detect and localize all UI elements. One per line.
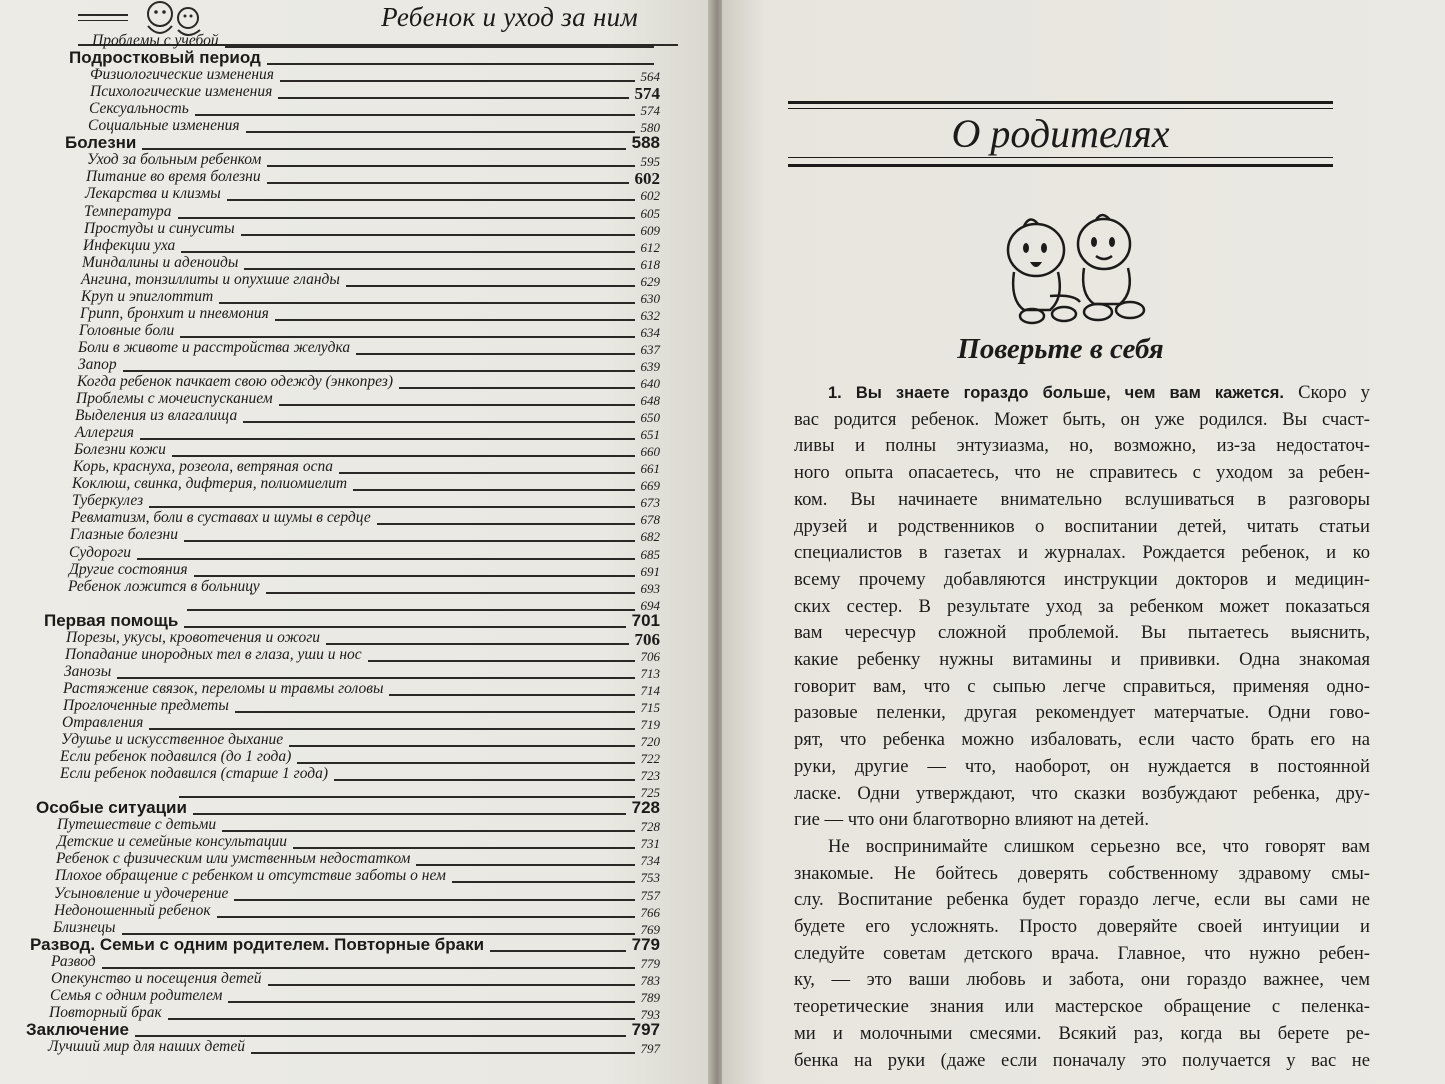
toc-entry-title: Усыновление и удочерение: [54, 885, 229, 902]
toc-entry-title: Туберкулез: [72, 492, 144, 509]
toc-entry-title: Отравления: [62, 714, 144, 731]
toc-entry-page: 648: [640, 393, 660, 408]
toc-entry-page: 789: [640, 990, 660, 1005]
toc-entry-page: 720: [640, 734, 660, 749]
toc-entry-page: 731: [640, 836, 660, 851]
toc-entry-page: 725: [640, 785, 660, 800]
toc-entry-title: Когда ребенок пачкает свою одежду (энкопрез): [77, 373, 393, 390]
paragraph-line: будете его усложнять. Просто доверяйте своей интуиции и: [794, 916, 1370, 938]
toc-entry-page: 713: [640, 666, 660, 681]
paragraph-line: ских сестер. В результате уход за ребенком может показаться: [794, 595, 1370, 617]
toc-entry-page: 660: [640, 444, 660, 459]
toc-entry-title: Ангина, тонзиллиты и опухшие гланды: [81, 271, 340, 288]
toc-entry-page: 719: [640, 717, 660, 732]
header-rule: [78, 14, 128, 16]
section-title: Поверьте в себя: [957, 333, 1164, 365]
toc-entry-title: Запор: [78, 356, 117, 373]
paragraph-lead: 1. Вы знаете гораздо больше, чем вам кажется.: [828, 384, 1285, 402]
toc-entry-title: Аллергия: [75, 424, 135, 441]
chapter-rule: [788, 101, 1333, 104]
toc-entry-title: Проблемы с мочеиспусканием: [76, 390, 273, 407]
toc-entry-page: 612: [640, 240, 660, 255]
toc-entry-title: Подростковый период: [69, 48, 261, 67]
toc-entry-title: Растяжение связок, переломы и травмы головы: [63, 680, 384, 697]
toc-entry-page: 734: [640, 853, 660, 868]
toc-entry-title: Сексуальность: [89, 100, 189, 117]
paragraph-line: разовые пеленки, другая рекомендует матерчатые. Одни гово-: [794, 702, 1370, 724]
toc-entry-title: Близнецы: [53, 919, 116, 936]
toc-entry-page: 574: [634, 84, 660, 103]
paragraph-line: вас родится ребенок. Может быть, он уже родился. Вы счаст-: [794, 408, 1370, 430]
toc-entry-page: 722: [640, 751, 660, 766]
toc-entry-title: Недоношенный ребенок: [54, 902, 211, 919]
toc-entry-title: Инфекции уха: [83, 237, 176, 254]
toc-entry: [85, 184, 660, 203]
chapter-title: О родителях: [951, 111, 1170, 156]
toc-entry-title: Боли в животе и расстройства желудка: [78, 339, 351, 356]
paragraph-line: говорит вам, что с сыпью легче справиться, применяя одно-: [794, 675, 1370, 697]
toc-entry-title: Повторный брак: [49, 1004, 162, 1021]
paragraph-line: гие — что они благотворно влияют на детей.: [794, 809, 1150, 831]
toc-entry-page: 580: [640, 120, 660, 135]
toc-entry: [48, 1037, 660, 1056]
toc-entry-page: 723: [640, 768, 660, 783]
toc-entry-page: 588: [631, 133, 660, 152]
toc-leader-line: [227, 199, 635, 201]
toc-entry-title: Глазные болезни: [70, 526, 178, 543]
toc-entry-title: Корь, краснуха, розеола, ветряная оспа: [73, 458, 334, 475]
toc-entry-title: Судороги: [69, 544, 132, 561]
toc-entry-page: 797: [631, 1020, 660, 1039]
paragraph-line: Скоро у: [1284, 382, 1370, 403]
toc-entry-page: 618: [640, 257, 660, 272]
toc-entry-page: 714: [640, 683, 660, 698]
toc-entry-title: Первая помощь: [44, 611, 179, 630]
paragraph-line: ми и молочными смесями. Всякий раз, когда вы берете ре-: [794, 1022, 1370, 1044]
paragraph-line: бенка на руки (даже если поначалу это получается у вас не: [794, 1049, 1370, 1071]
chapter-rule-thin-bottom: [788, 157, 1333, 158]
toc-leader-line: [251, 1052, 635, 1054]
header-rule-thin: [78, 20, 128, 21]
toc-entry-title: Занозы: [64, 663, 112, 680]
toc-entry-title: Питание во время болезни: [86, 168, 261, 185]
toc-entry-title: Развод. Семьи с одним родителем. Повторные браки: [30, 935, 485, 954]
toc-entry-page: 694: [640, 598, 660, 613]
toc-entry-title: Особые ситуации: [36, 798, 187, 817]
toc-entry-title: Болезни: [65, 133, 137, 152]
toc-entry-title: Физиологические изменения: [90, 66, 274, 83]
toc-entry-page: 682: [640, 529, 660, 544]
paragraph-line: всему прочему добавляются инструкции докторов и медицин-: [794, 568, 1370, 590]
chapter-rule-bottom: [788, 164, 1333, 167]
toc-entry-page: 651: [640, 427, 660, 442]
left-page: [0, 0, 712, 1084]
toc-entry-title: Детские и семейные консультации: [57, 833, 287, 850]
toc-entry-page: 629: [640, 274, 660, 289]
toc-entry-title: Путешествие с детьми: [57, 816, 217, 833]
toc-entry-page: 706: [634, 630, 660, 649]
toc-entry-page: 609: [640, 223, 660, 238]
toc-entry-page: 640: [640, 376, 660, 391]
toc-entry-page: 706: [640, 649, 660, 664]
toc-entry-page: 769: [640, 922, 660, 937]
paragraph-line: друзей и родственников о воспитании детей, читать статьи: [794, 515, 1370, 537]
toc-entry-page: 685: [640, 547, 660, 562]
paragraph-line: ком. Вы начинаете внимательно вслушиваться в разговоры: [794, 488, 1370, 510]
toc-entry-title: Миндалины и аденоиды: [82, 254, 239, 271]
toc-entry-title: Плохое обращение с ребенком и отсутствие заботы о нем: [55, 867, 446, 884]
toc-entry-title: Попадание инородных тел в глаза, уши и нос: [65, 646, 362, 663]
toc-entry-title: Лучший мир для наших детей: [48, 1038, 245, 1055]
toc-leader-line: [184, 540, 635, 542]
toc-entry-page: 779: [631, 935, 660, 954]
toc-entry-title: Ребенок ложится в больницу: [68, 578, 260, 595]
toc-entry-page: 602: [640, 188, 660, 203]
toc-entry-page: 650: [640, 410, 660, 425]
toc-entry-page: 757: [640, 888, 660, 903]
paragraph-line: ливы и полны энтузиазма, но, возможно, из-за недостаточ-: [794, 435, 1370, 457]
toc-entry-title: Психологические изменения: [90, 83, 273, 100]
toc-leader-line: [452, 881, 635, 883]
toc-entry-title: Болезни кожи: [74, 441, 166, 458]
paragraph-line: ласке. Одни утверждают, что сказки возбуждают ребенка, дру-: [794, 782, 1370, 804]
toc-entry-page: 783: [640, 973, 660, 988]
paragraph-line: руки, другие — что, наоборот, он нуждается в постоянной: [794, 755, 1370, 777]
toc-entry-page: 753: [640, 870, 660, 885]
paragraph-line: ку, — это ваши любовь и забота, они гораздо важнее, чем: [794, 969, 1370, 991]
toc-entry-page: 630: [640, 291, 660, 306]
toc-entry: [55, 866, 660, 885]
toc-entry-title: Температура: [84, 203, 172, 220]
body-text: [794, 380, 1370, 1074]
toc-entry-page: 779: [640, 956, 660, 971]
toc-entry-title: Коклюш, свинка, дифтерия, полиомиелит: [72, 475, 348, 492]
toc-entry-title: Проглоченные предметы: [63, 697, 229, 714]
toc-entry-page: 715: [640, 700, 660, 715]
paragraph-line: Не воспринимайте слишком серьезно все, что говорят вам: [828, 835, 1370, 857]
toc-entry-page: 797: [640, 1041, 660, 1056]
paragraph-line: вам чересчур сложной проблемой. Вы пытаетесь выяснить,: [794, 622, 1370, 644]
toc-entry-page: 701: [631, 611, 660, 630]
toc-entry-page: 574: [640, 103, 660, 118]
toc-entry-title: Удушье и искусственное дыхание: [61, 731, 284, 748]
toc-entry-title: Выделения из влагалища: [75, 407, 238, 424]
toc-entry-page: 693: [640, 581, 660, 596]
toc-entry: [70, 525, 660, 544]
paragraph-line: специалистов в газетах и журналах. Рождается ребенок, и ко: [794, 542, 1370, 564]
right-page: [722, 0, 1445, 1084]
toc-entry-page: 639: [640, 359, 660, 374]
toc-entry-page: 595: [640, 154, 660, 169]
paragraph-line: слу. Воспитание ребенка будет гораздо легче, если вы сами не: [794, 889, 1370, 911]
toc-entry-title: Ребенок с физическим или умственным недостатком: [56, 850, 411, 867]
toc-entry-title: Другие состояния: [69, 561, 188, 578]
toc-entry-title: Круп и эпиглоттит: [81, 288, 214, 305]
toc-entry-page: 632: [640, 308, 660, 323]
paragraph-line: теоретические знания или мастерское обращение с пеленка-: [794, 996, 1370, 1018]
babies-illustration-icon: [984, 210, 1156, 328]
toc-entry-title: Заключение: [26, 1020, 129, 1039]
toc-entry-title: Семья с одним родителем: [50, 987, 223, 1004]
toc-entry-page: 678: [640, 512, 660, 527]
toc-entry-page: 564: [640, 69, 660, 84]
toc-entry-page: 766: [640, 905, 660, 920]
paragraph-line: рят, что ребенка можно избаловать, если часто брать его на: [794, 729, 1370, 751]
toc-entry-page: 793: [640, 1007, 660, 1022]
toc-entry-title: Проблемы с учебой: [92, 32, 219, 49]
toc-entry-page: 602: [634, 169, 660, 188]
toc-entry-title: Опекунство и посещения детей: [51, 970, 262, 987]
toc-entry-title: Простуды и синуситы: [84, 220, 235, 237]
paragraph-line: следуйте советам детского врача. Главное, что нужно ребен-: [794, 942, 1370, 964]
toc-entry-page: 605: [640, 206, 660, 221]
paragraph-line: знакомые. Не бойтесь доверять собственному здравому смы-: [794, 862, 1370, 884]
paragraph-first-line: [794, 380, 1370, 407]
toc-entry-page: 691: [640, 564, 660, 579]
toc-entry-title: Лекарства и клизмы: [85, 185, 221, 202]
chapter-rule-thin: [788, 108, 1333, 109]
toc-entry-title: Если ребенок подавился (старше 1 года): [60, 765, 329, 782]
toc-entry-title: Социальные изменения: [88, 117, 240, 134]
toc-entry-title: Если ребенок подавился (до 1 года): [60, 748, 292, 765]
toc-entry-page: 634: [640, 325, 660, 340]
toc-entry-title: Ревматизм, боли в суставах и шумы в сердце: [71, 509, 371, 526]
paragraph-line: какие ребенку нужны витамины и прививки. Одна знакомая: [794, 649, 1370, 671]
toc-entry-page: 728: [631, 798, 660, 817]
toc-entry-page: 669: [640, 478, 660, 493]
toc-entry-page: 637: [640, 342, 660, 357]
paragraph-line: ного опыта опасаетесь, что не справитесь с уходом за ребен-: [794, 462, 1370, 484]
toc-entry-page: 661: [640, 461, 660, 476]
toc-entry-title: Головные боли: [79, 322, 175, 339]
toc-entry-title: Уход за больным ребенком: [87, 151, 262, 168]
running-header-title: Ребенок и уход за ним: [381, 2, 638, 32]
toc-entry-page: 673: [640, 495, 660, 510]
toc-entry-title: Грипп, бронхит и пневмония: [80, 305, 269, 322]
toc-entry-page: 728: [640, 819, 660, 834]
toc-entry-title: Развод: [51, 953, 96, 970]
toc-entry-title: Порезы, укусы, кровотечения и ожоги: [66, 629, 321, 646]
